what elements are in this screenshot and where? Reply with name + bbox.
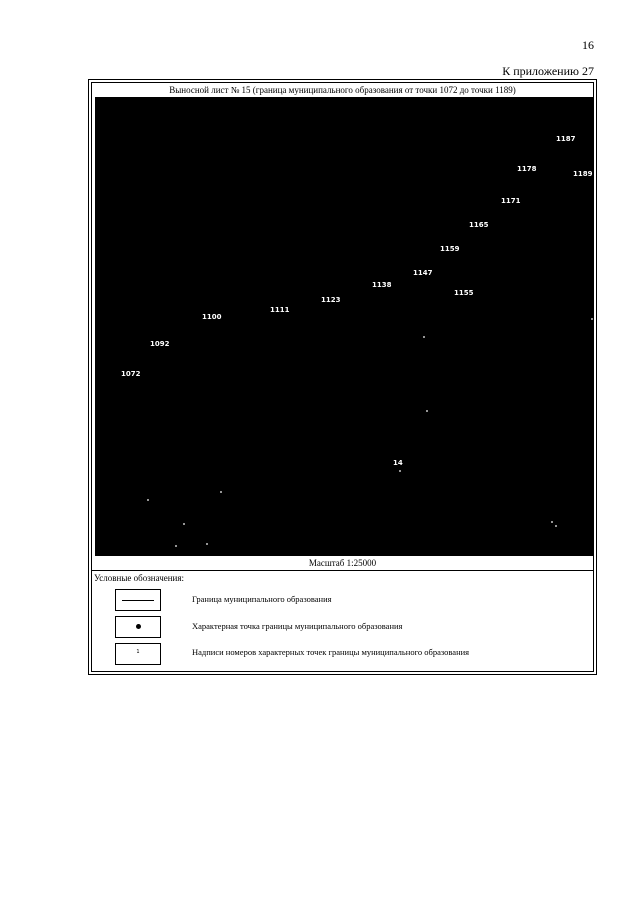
page-number: 16 xyxy=(582,38,594,52)
map-speck xyxy=(591,318,593,320)
map-area xyxy=(95,97,594,556)
point-label-1138: 1138 xyxy=(372,281,392,289)
map-speck xyxy=(147,499,149,501)
map-speck xyxy=(206,543,208,545)
map-canvas xyxy=(95,97,594,556)
point-label-1111: 1111 xyxy=(270,306,290,314)
legend-symbol-number xyxy=(115,643,161,665)
map-speck xyxy=(183,523,185,525)
point-dot-icon xyxy=(136,624,141,629)
map-speck xyxy=(220,491,222,493)
boundary-line-icon xyxy=(122,600,154,601)
map-speck xyxy=(555,525,557,527)
point-label-1092: 1092 xyxy=(150,340,170,348)
map-speck xyxy=(423,336,425,338)
point-label-1171: 1171 xyxy=(501,197,521,205)
map-speck xyxy=(399,470,401,472)
legend-text-point: Характерная точка границы муниципального образования xyxy=(192,621,403,631)
point-label-1165: 1165 xyxy=(469,221,489,229)
point-number-icon: 1 xyxy=(136,649,140,655)
point-label-1189: 1189 xyxy=(573,170,593,178)
scale-label: Масштаб 1:25000 xyxy=(92,557,593,571)
map-speck xyxy=(175,545,177,547)
point-label-1147: 1147 xyxy=(413,269,433,277)
point-label-1155: 1155 xyxy=(454,289,474,297)
legend-title: Условные обозначения: xyxy=(94,573,185,583)
point-label-1100: 1100 xyxy=(202,313,222,321)
point-label-1187: 1187 xyxy=(556,135,576,143)
point-label-1123: 1123 xyxy=(321,296,341,304)
map-speck xyxy=(426,410,428,412)
map-sheet-frame xyxy=(88,79,597,675)
appendix-caption: К приложению 27 xyxy=(502,64,594,78)
map-sheet-inner xyxy=(91,82,594,672)
legend-symbol-boundary xyxy=(115,589,161,611)
point-label-1072: 1072 xyxy=(121,370,141,378)
legend-symbol-point xyxy=(115,616,161,638)
sheet-title: Выносной лист № 15 (граница муниципального образования от точки 1072 до точки 1189) xyxy=(169,85,516,95)
legend-text-number: Надписи номеров характерных точек границы муниципального образования xyxy=(192,647,470,657)
point-label-14: 14 xyxy=(393,459,403,467)
legend-text-boundary: Граница муниципального образования xyxy=(192,594,332,604)
point-label-1178: 1178 xyxy=(517,165,537,173)
point-label-1159: 1159 xyxy=(440,245,460,253)
map-speck xyxy=(551,521,553,523)
